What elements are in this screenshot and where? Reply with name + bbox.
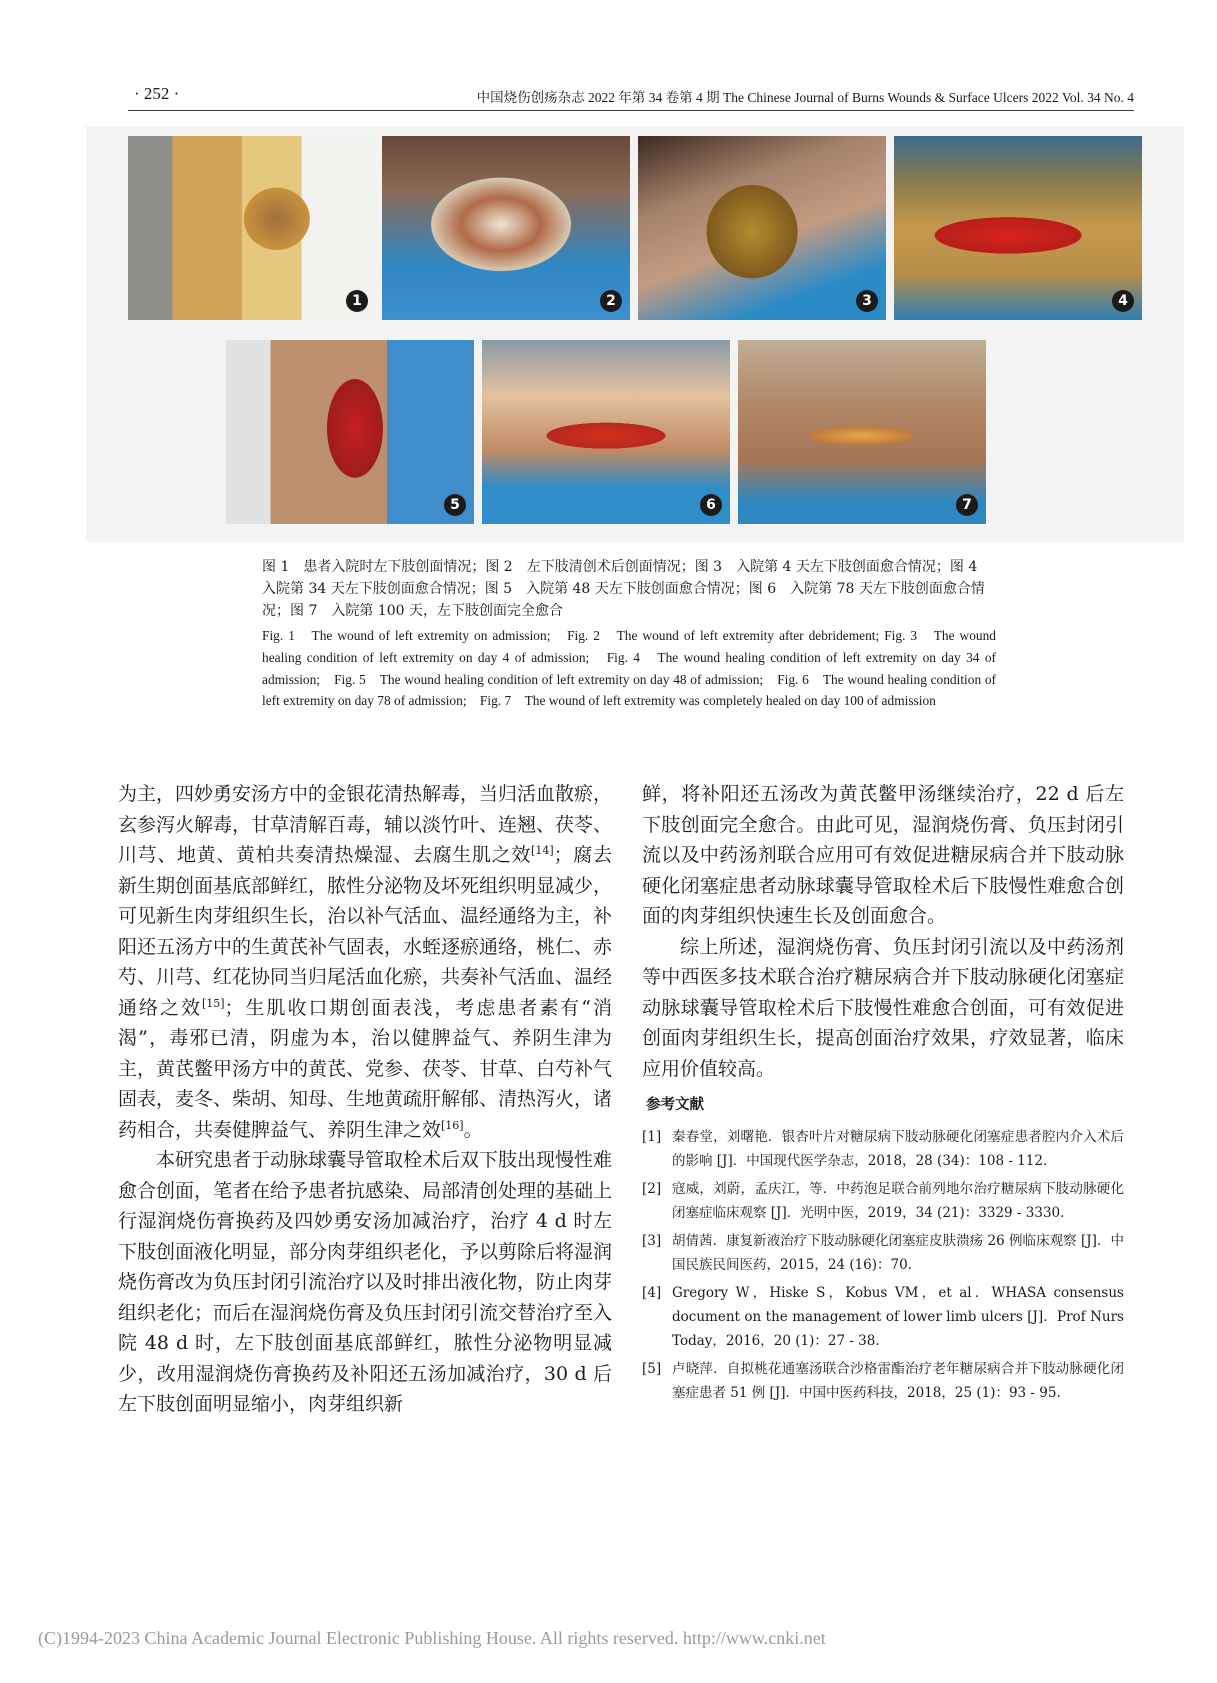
reference-text: Gregory W，Hiske S，Kobus VM，et al．WHASA consensus document on the management of lower limb ulcers [J]．Prof Nurs Today，2016，20 (1)：27 - 38.: [672, 1284, 1124, 1349]
figure-caption-chinese: 图 1 患者入院时左下肢创面情况；图 2 左下肢清创术后创面情况；图 3 入院第 4 天左下肢创面愈合情况；图 4 入院第 34 天左下肢创面愈合情况；图 5 入院第 48 天左下肢创面愈合情况；图 6 入院第 78 天左下肢创面愈合情况；图 7 入院第 100 天，左下肢创面完全愈合: [262, 559, 992, 619]
journal-running-head: 中国烧伤创疡杂志 2022 年第 34 卷第 4 期 The Chinese Journal of Burns Wounds & Surface Ulcers 2022 Vol. 34 No. 4: [476, 90, 1134, 105]
figure-caption-english: Fig. 1 The wound of left extremity on admission; Fig. 2 The wound of left extremity after debridement; Fig. 3 The wound healing condition of left extremity on day 4 of admission; Fig. 4 The wound healing condition of left extremity on day 34 of admission; Fig. 5 The wound healing condition of left extremity on day 48 of admission; Fig. 6 The wound healing condition of left extremity on day 78 of admission; Fig. 7 The wound of left extremity was completely healed on day 100 of admission: [262, 628, 996, 709]
wound-photo-6: [482, 340, 730, 524]
body-paragraph: 综上所述，湿润烧伤膏、负压封闭引流以及中药汤剂等中西医多技术联合治疗糖尿病合并下肢动脉硬化闭塞症动脉球囊导管取栓术后下肢慢性难愈合创面，可有效促进创面肉芽组织生长，提高创面治疗效果，疗效显著，临床应用价值较高。: [642, 935, 1124, 1080]
wound-photo-1: [128, 136, 376, 320]
wound-photo-3: [638, 136, 886, 320]
reference-number: [3]: [642, 1232, 662, 1249]
reference-item: [642, 1125, 1124, 1173]
right-column: [642, 779, 1124, 1409]
wound-photo-7: [738, 340, 986, 524]
photo-number-badge: 2: [600, 290, 622, 312]
wound-photo-5: [226, 340, 474, 524]
reference-item: [642, 1177, 1124, 1225]
paragraph-text: ；腐去新生期创面基底部鲜红，脓性分泌物及坏死组织明显减少，可见新生肉芽组织生长，治以补气活血、温经通络为主，补阳还五汤方中的生黄芪补气固表，水蛭逐瘀通络，桃仁、赤芍、川芎、红花协同当归尾活血化瘀，共奏补气活血、温经通络之效: [118, 844, 613, 1019]
reference-text: 寇威，刘蔚，孟庆江，等．中药泡足联合前列地尔治疗糖尿病下肢动脉硬化闭塞症临床观察 [J]．光明中医，2019，34 (21)：3329 - 3330.: [672, 1180, 1124, 1221]
citation-ref: [16]: [441, 1118, 464, 1132]
wound-photo-4: [894, 136, 1142, 320]
reference-item: [642, 1281, 1124, 1353]
photo-number-badge: 3: [856, 290, 878, 312]
paragraph-text: 为主，四妙勇安汤方中的金银花清热解毒，当归活血散瘀，玄参泻火解毒，甘草清解百毒，辅以淡竹叶、连翘、茯苓、川芎、地黄、黄柏共奏清热燥湿、去腐生肌之效: [118, 783, 613, 866]
body-paragraph: [118, 779, 612, 1145]
photo-number-badge: 7: [956, 494, 978, 516]
reference-item: [642, 1229, 1124, 1277]
reference-text: 胡倩茜．康复新液治疗下肢动脉硬化闭塞症皮肤溃疡 26 例临床观察 [J]．中国民族民间医药，2015，24 (16)：70.: [672, 1232, 1124, 1273]
references-heading: 参考文献: [646, 1097, 704, 1113]
photo-number-badge: 4: [1112, 290, 1134, 312]
reference-text: 卢晓萍．自拟桃花通塞汤联合沙格雷酯治疗老年糖尿病合并下肢动脉硬化闭塞症患者 51 例 [J]．中国中医药科技，2018，25 (1)：93 - 95.: [672, 1360, 1124, 1401]
copyright-footer: (C)1994-2023 China Academic Journal Electronic Publishing House. All rights reserved. http://www.cnki.net: [38, 1628, 826, 1648]
reference-number: [5]: [642, 1360, 662, 1377]
page-number: · 252 ·: [134, 84, 180, 103]
citation-ref: [14]: [531, 844, 554, 857]
paragraph-text: 。: [463, 1118, 483, 1141]
reference-number: [1]: [642, 1128, 662, 1145]
left-column: [118, 779, 612, 1420]
body-paragraph: 鲜，将补阳还五汤改为黄芪鳖甲汤继续治疗，22 d 后左下肢创面完全愈合。由此可见，湿润烧伤膏、负压封闭引流以及中药汤剂联合应用可有效促进糖尿病合并下肢动脉硬化闭塞症患者动脉球囊导管取栓术后下肢慢性难愈合创面的肉芽组织快速生长及创面愈合。: [642, 783, 1124, 927]
photo-number-badge: 6: [700, 494, 722, 516]
page-header: [128, 84, 1134, 111]
reference-number: [2]: [642, 1180, 662, 1197]
photo-number-badge: 1: [346, 290, 368, 312]
reference-text: 秦春堂，刘曙艳．银杏叶片对糖尿病下肢动脉硬化闭塞症患者腔内介入术后的影响 [J]．中国现代医学杂志，2018，28 (34)：108 - 112.: [672, 1128, 1124, 1169]
paragraph-text: ；生肌收口期创面表浅，考虑患者素有“消渴”，毒邪已清，阴虚为本，治以健脾益气、养阴生津为主，黄芪鳖甲汤方中的黄芪、党参、茯苓、甘草、白芍补气固表，麦冬、柴胡、知母、生地黄疏肝解郁、清热泻火，诸药相合，共奏健脾益气、养阴生津之效: [118, 996, 613, 1141]
reference-item: [642, 1357, 1124, 1405]
citation-ref: [15]: [201, 996, 225, 1010]
wound-photo-2: [382, 136, 630, 320]
body-paragraph: 本研究患者于动脉球囊导管取栓术后双下肢出现慢性难愈合创面，笔者在给予患者抗感染、局部清创处理的基础上行湿润烧伤膏换药及四妙勇安汤加减治疗，治疗 4 d 时左下肢创面液化明显，部分肉芽组织老化，予以剪除后将湿润烧伤膏改为负压封闭引流治疗以及时排出液化物，防止肉芽组织老化；而后在湿润烧伤膏及负压封闭引流交替治疗至入院 48 d 时，左下肢创面基底部鲜红，脓性分泌物明显减少，改用湿润烧伤膏换药及补阳还五汤加减治疗，30 d 后左下肢创面明显缩小，肉芽组织新: [118, 1149, 613, 1415]
reference-number: [4]: [642, 1284, 662, 1301]
figure-panel: [86, 126, 1184, 542]
photo-number-badge: 5: [444, 494, 466, 516]
